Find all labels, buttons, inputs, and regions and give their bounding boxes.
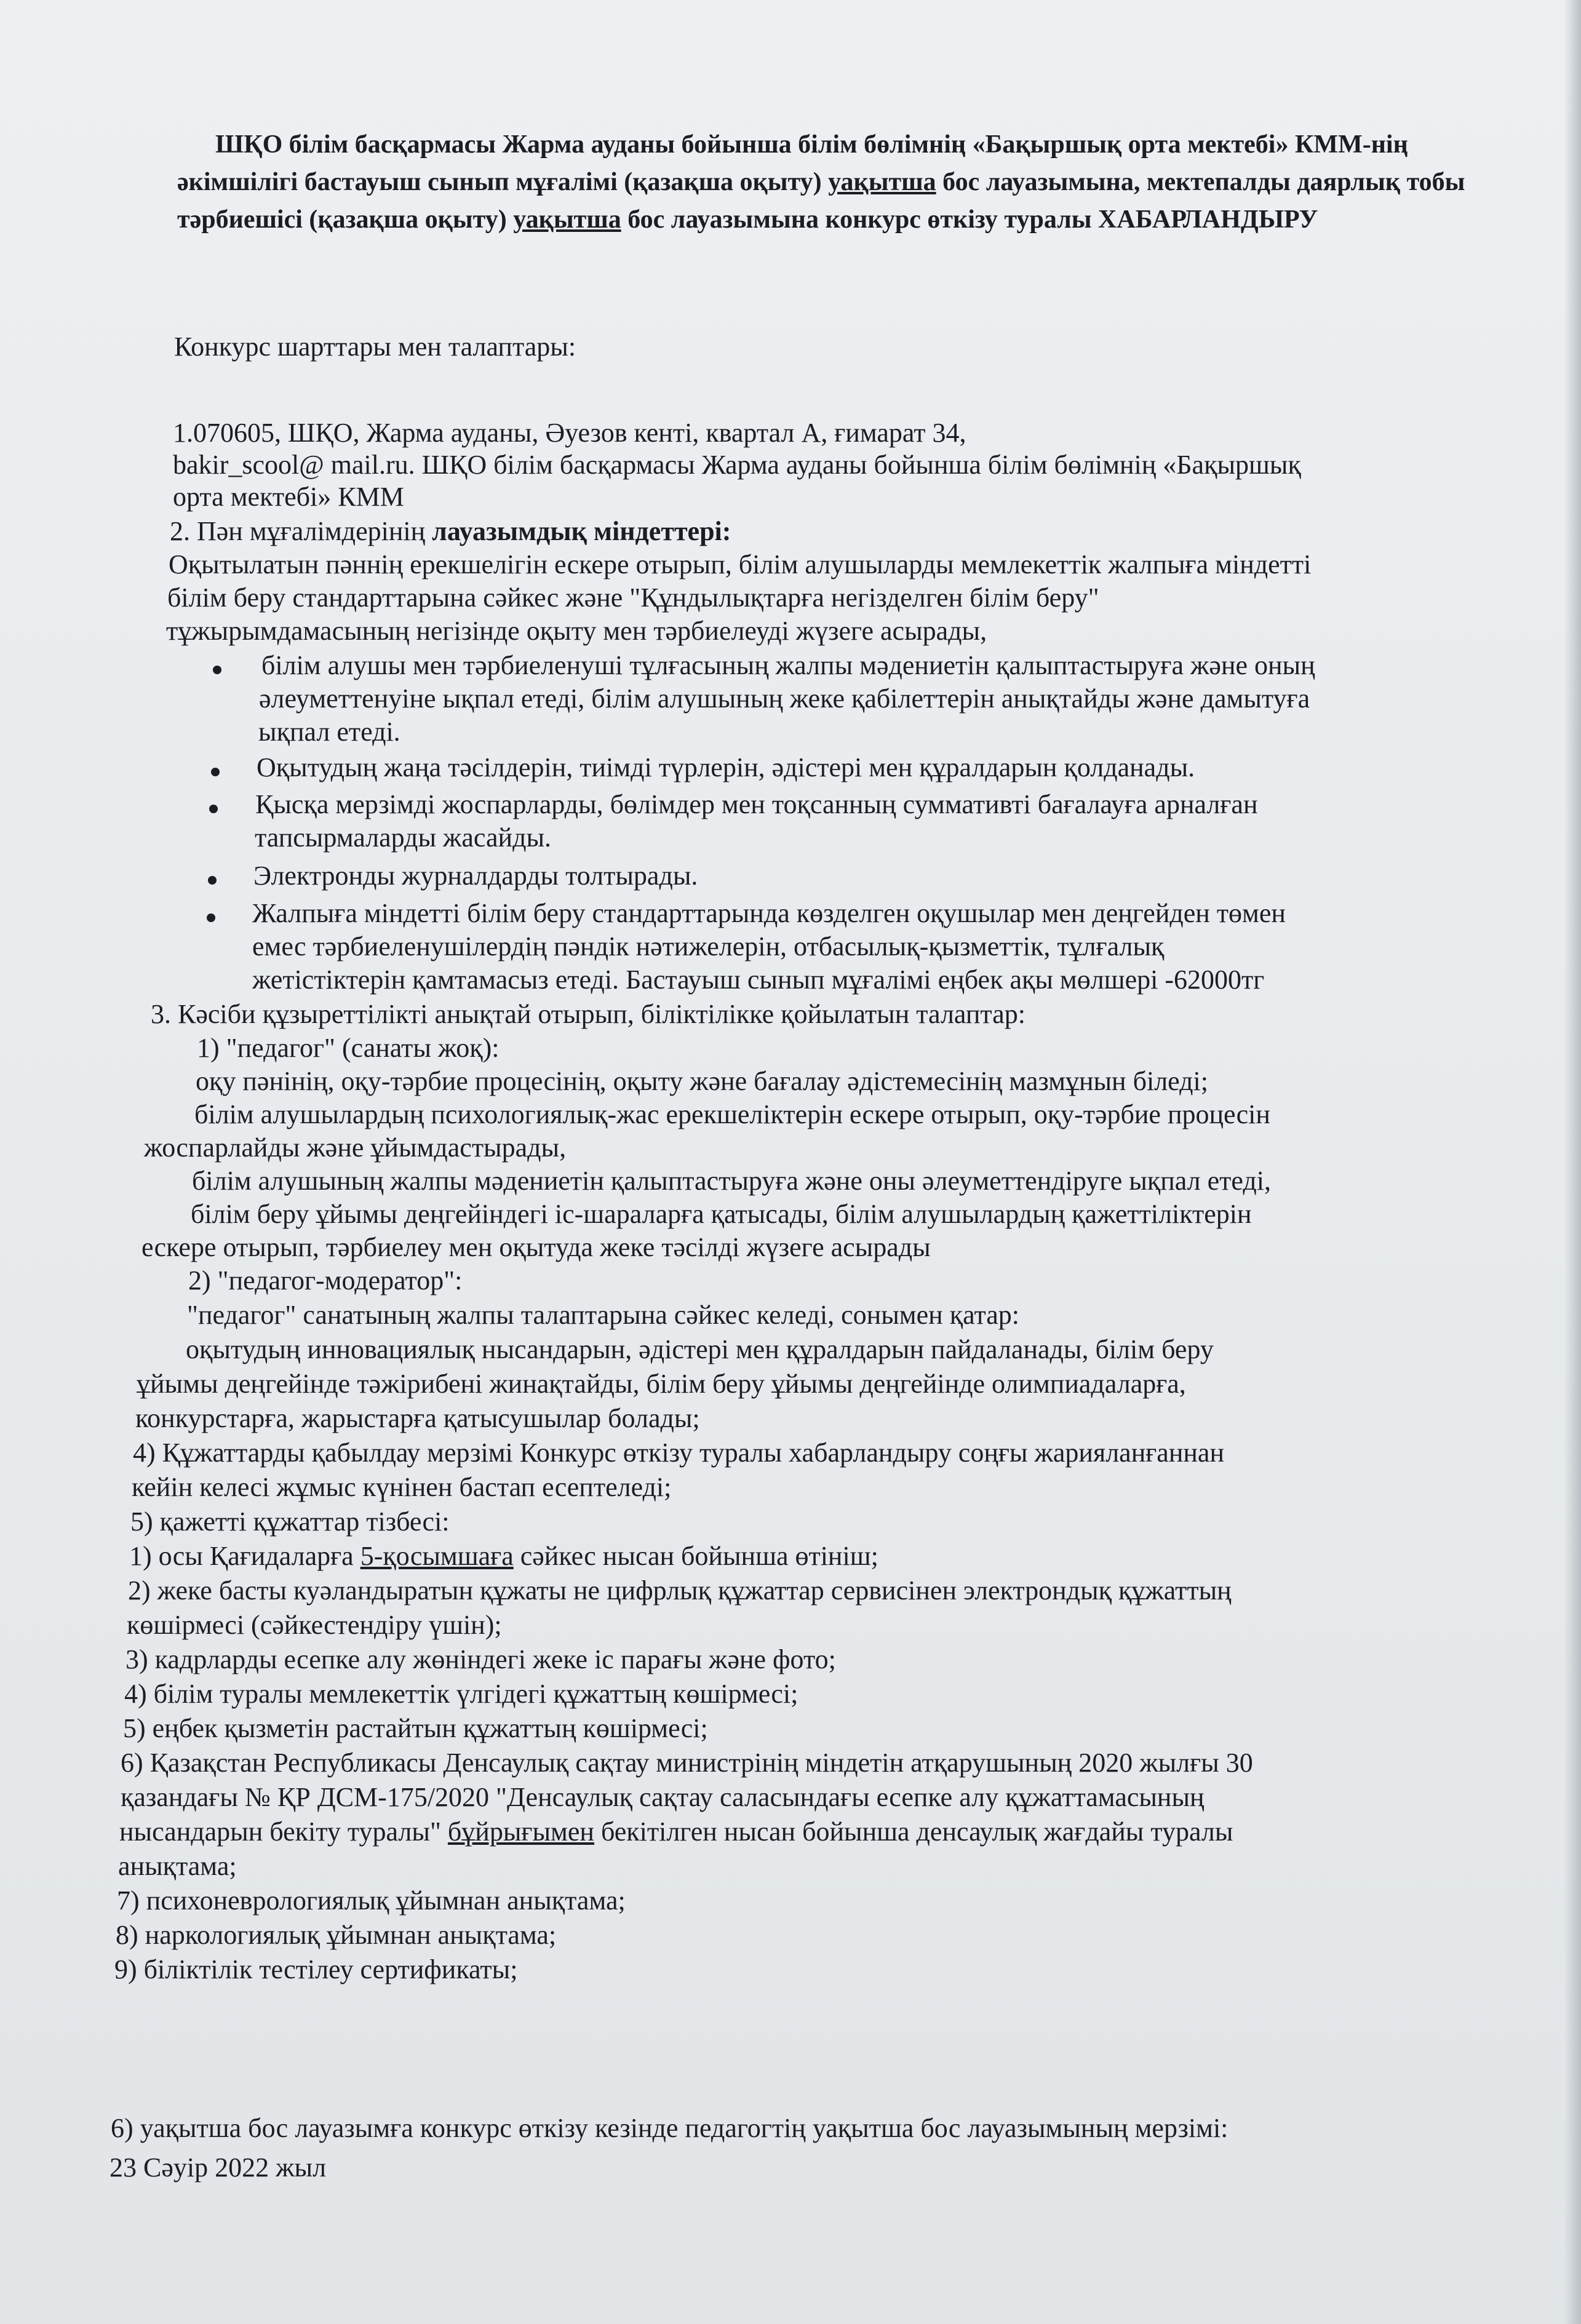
duty-bullet-3-line-2: тапсырмаларды жасайды. — [255, 822, 552, 853]
duty-bullet-1-line-3: ықпал етеді. — [258, 717, 400, 747]
paper-edge-shadow — [1564, 0, 1581, 2324]
category-1-line-2: білім алушылардың психологиялық-жас ерекшеліктерін ескере отырып, оқу-тәрбие процесін — [194, 1099, 1270, 1129]
term-line-2: 23 Сәуір 2022 жыл — [110, 2152, 327, 2183]
category-1-line-3: жоспарлайды және ұйымдастырады, — [144, 1132, 567, 1163]
document-item-6-line-3: нысандарын бекіту туралы" бұйрығымен бекітілген нысан бойынша денсаулық жағдайы туралы — [119, 1817, 1233, 1847]
bullet-icon — [213, 666, 221, 674]
deadline-line-1: 4) Құжаттарды қабылдау мерзімі Конкурс өткізу туралы хабарландыру соңғы жарияланғаннан — [133, 1438, 1224, 1468]
document-item-5: 5) еңбек қызметін растайтын құжаттың көшірмесі; — [123, 1713, 708, 1743]
address-line-2: bakir_scool@ mail.ru. ШҚО білім басқармасы Жарма ауданы бойынша білім бөлімнің «Бақыршық — [173, 450, 1301, 480]
document-item-2-line-1: 2) жеке басты куәландыратын құжаты не цифрлық құжаттар сервисінен электрондық құжаттың — [128, 1575, 1232, 1606]
duties-heading: 2. Пән мұғалімдерінің лауазымдық міндеттері: — [170, 516, 731, 546]
bullet-icon — [207, 913, 215, 922]
appendix-link[interactable]: 5-қосымшаға — [360, 1541, 514, 1571]
document-item-7: 7) психоневрологиялық ұйымнан анықтама; — [117, 1885, 626, 1916]
deadline-line-2: кейін келесі жұмыс күнінен бастап есептеледі; — [132, 1472, 672, 1502]
document-item-6-line-2: қазандағы № ҚР ДСМ-175/2020 "Денсаулық сақтау саласындағы есепке алу құжаттамасының — [121, 1782, 1205, 1812]
duties-intro-line-3: тұжырымдамасының негізінде оқыту мен тәрбиелеуді жүзеге асырады, — [166, 616, 987, 646]
duty-bullet-2: Оқытудың жаңа тәсілдерін, тиімді түрлерін, әдістері мен құралдарын қолданады. — [257, 752, 1195, 782]
bullet-icon — [209, 805, 218, 813]
duty-bullet-5-line-1: Жалпыға міндетті білім беру стандарттарында көзделген оқушылар мен деңгейден төмен — [252, 898, 1286, 928]
document-item-6-line-1: 6) Қазақстан Республикасы Денсаулық сақтау министрінің міндетін атқарушының 2020 жылғы 30 — [121, 1748, 1253, 1778]
qualification-heading: 3. Кәсіби құзыреттілікті анықтай отырып, біліктілікке қойылатын талаптар: — [151, 999, 1025, 1029]
announcement-title: ШҚО білім басқармасы Жарма ауданы бойынша білім бөлімнің «Бақыршық орта мектебі» КММ-нің әкімшілігі бастауыш сынып мұғалімі (қазақша оқыту) уақытша бос лауазымына, мектепалды даярлық тобы тәрбиешісі (қазақша оқыту) уақытша бос лауазымына конкурс өткізу туралы ХАБАРЛАНДЫРУ — [177, 130, 1465, 234]
bullet-icon — [211, 768, 220, 776]
bullet-icon — [208, 876, 217, 885]
category-1-title: 1) "педагог" (санаты жоқ): — [197, 1033, 500, 1063]
category-1-line-6: ескере отырып, тәрбиелеу мен оқытуда жеке тәсілді жүзеге асырады — [141, 1232, 931, 1262]
duties-intro-line-2: білім беру стандарттарына сәйкес және "Құндылықтарға негізделген білім беру" — [167, 583, 1099, 613]
category-1-line-5: білім беру ұйымы деңгейіндегі іс-шараларға қатысады, білім алушылардың қажеттіліктерін — [191, 1199, 1252, 1229]
duty-bullet-1-line-2: әлеуметтенуіне ықпал етеді, білім алушының жеке қабілеттерін анықтайды және дамытуға — [259, 683, 1310, 714]
category-1-line-1: оқу пәнінің, оқу-тәрбие процесінің, оқыту және бағалау әдістемесінің мазмұнын біледі; — [196, 1066, 1208, 1096]
document-item-9: 9) біліктілік тестілеу сертификаты; — [114, 1954, 518, 1984]
category-2-title: 2) "педагог-модератор": — [188, 1265, 463, 1295]
document-item-8: 8) наркологиялық ұйымнан анықтама; — [116, 1920, 557, 1950]
category-2-line-2: оқытудың инновациялық нысандарын, әдістері мен құралдарын пайдаланады, білім беру — [186, 1334, 1214, 1364]
category-2-line-1: "педагог" санатының жалпы талаптарына сәйкес келеді, сонымен қатар: — [187, 1300, 1019, 1330]
category-2-line-4: конкурстарға, жарыстарға қатысушылар болады; — [135, 1403, 700, 1433]
address-line-3: орта мектебі» КММ — [173, 482, 404, 512]
address-line-1: 1.070605, ШҚО, Жарма ауданы, Әуезов кенті, квартал А, ғимарат 34, — [173, 418, 966, 448]
document-item-1: 1) осы Қағидаларға 5-қосымшаға сәйкес нысан бойынша өтініш; — [129, 1541, 878, 1571]
conditions-heading: Конкурс шарттары мен талаптары: — [174, 332, 576, 362]
document-item-3: 3) кадрларды есепке алу жөніндегі жеке іс парағы және фото; — [125, 1644, 836, 1674]
document-item-2-line-2: көшірмесі (сәйкестендіру үшін); — [127, 1610, 502, 1640]
duty-bullet-5-line-3: жетістіктерін қамтамасыз етеді. Бастауыш сынып мұғалімі еңбек ақы мөлшері -62000тг — [252, 965, 1265, 995]
duty-bullet-3-line-1: Қысқа мерзімді жоспарларды, бөлімдер мен тоқсанның суммативті бағалауға арналған — [255, 789, 1258, 819]
duty-bullet-1-line-1: білім алушы мен тәрбиеленуші тұлғасының жалпы мәдениетін қалыптастыруға және оның — [261, 650, 1315, 680]
document-item-6-line-4: анықтама; — [118, 1851, 237, 1881]
category-2-line-3: ұйымы деңгейінде тәжірибені жинақтайды, білім беру ұйымы деңгейінде олимпиадаларға, — [137, 1369, 1186, 1399]
term-line-1: 6) уақытша бос лауазымға конкурс өткізу кезінде педагогтің уақытша бос лауазымының мерзімі: — [111, 2113, 1229, 2143]
document-item-4: 4) білім туралы мемлекеттік үлгідегі құжаттың көшірмесі; — [124, 1679, 798, 1709]
category-1-line-4: білім алушының жалпы мәдениетін қалыптастыруға және оны әлеуметтендіруге ықпал етеді, — [192, 1166, 1271, 1196]
duties-intro-line-1: Оқытылатын пәннің ерекшелігін ескере отырып, білім алушыларды мемлекеттік жалпыға міндетті — [169, 549, 1312, 579]
documents-heading: 5) қажетті құжаттар тізбесі: — [130, 1506, 450, 1537]
duty-bullet-5-line-2: емес тәрбиеленушілердің пәндік нәтижелерін, отбасылық-қызметтік, тұлғалық — [252, 931, 1165, 961]
order-link[interactable]: бұйрығымен — [447, 1817, 594, 1847]
duty-bullet-4: Электронды журналдарды толтырады. — [253, 861, 698, 891]
